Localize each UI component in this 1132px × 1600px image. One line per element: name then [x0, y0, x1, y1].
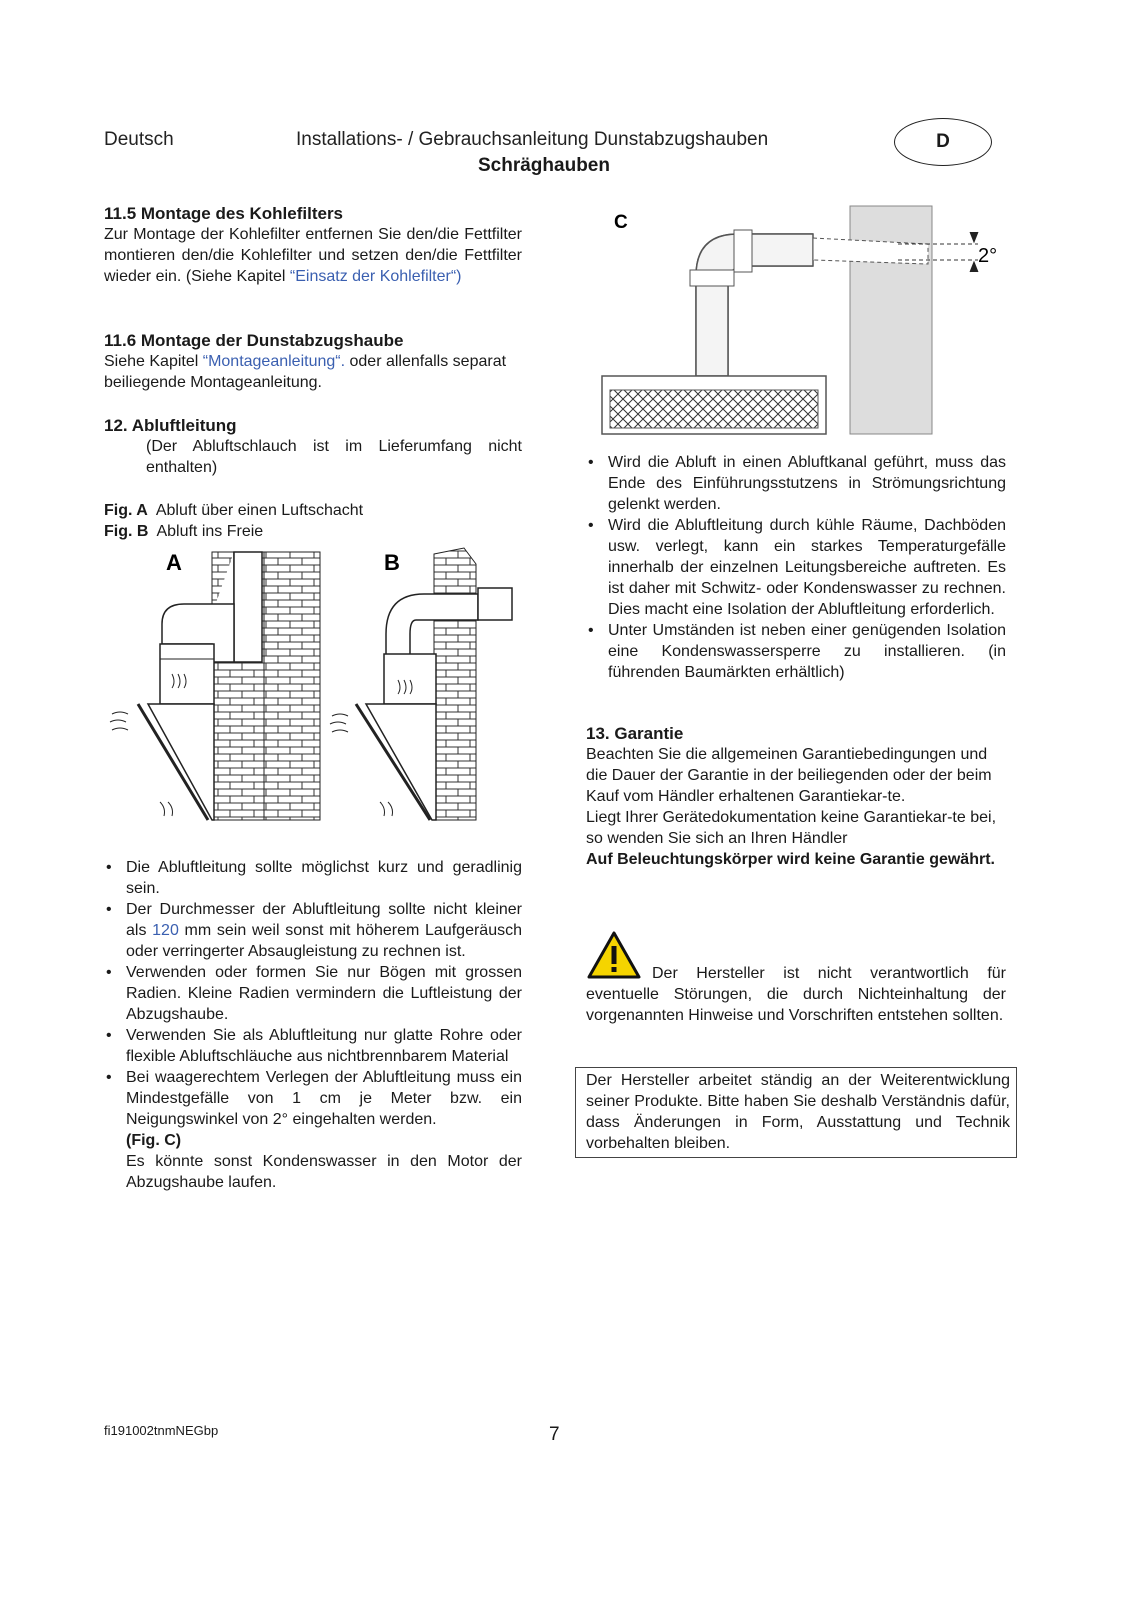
fig-b-hood [366, 704, 436, 820]
notice-box: Der Hersteller arbeitet ständig an der Weiterentwicklung seiner Produkte. Bitte haben Sie deshalb Verständnis dafür, dass Änderungen in Form, Ausstattung und Technik vorbehalten bleiben. [575, 1067, 1017, 1158]
header-language: Deutsch [104, 129, 174, 150]
figure-a-b [104, 544, 534, 834]
bullet-kondenswassersperre: • Unter Umständen ist neben einer genügenden Isolation eine Kondenswassersperre zu installieren. (in führenden Baumärkten erhältlich) [586, 620, 1006, 683]
bullet-gefaelle: • Bei waagerechtem Verlegen der Abluftleitung muss ein Mindestgefälle von 1 cm je Meter bzw. ein Neigungswinkel von 2° eingehalten werden. (Fig. C) Es könnte sonst Kondenswasser in den Motor der Abzugshaube laufen. [104, 1067, 522, 1193]
fig-captions [104, 500, 522, 542]
fig-c-tag: C [614, 212, 628, 233]
document-code: fi191002tnmNEGbp [104, 1423, 219, 1438]
heading-11-5: 11.5 Montage des Kohlefilters [104, 204, 344, 223]
bullet-kurz: • Die Abluftleitung sollte möglichst kurz und geradlinig sein. [104, 857, 522, 899]
section-13 [586, 724, 1006, 870]
text-13-p1: Beachten Sie die allgemeinen Garantiebedingungen und die Dauer der Garantie in der beiliegenden oder der beim Kauf vom Händler erhaltenen Garantiekar-te. [586, 746, 992, 805]
fig-b-tag: B [384, 550, 400, 575]
bullet-kuehle-raeume: • Wird die Abluftleitung durch kühle Räume, Dachböden usw. verlegt, kann ein starkes Temperaturgefälle innerhalb der einzelnen Leitungsbereiche auftreten. Es ist daher mit Schwitz- oder Kondenswasser zu rechnen. Dies macht eine Isolation der Abluftleitung erforderlich. [586, 515, 1006, 620]
text-13-bold: Auf Beleuchtungskörper wird keine Garantie gewährt. [586, 851, 995, 868]
figure-c [598, 204, 1018, 440]
fig-c-duct [696, 234, 813, 376]
header-subtitle: Schräghauben [478, 155, 610, 176]
fig-a-label: Fig. A [104, 502, 148, 519]
fig-b-label: Fig. B [104, 523, 149, 540]
heading-13: 13. Garantie [586, 724, 684, 743]
text-11-5: Zur Montage der Kohlefilter entfernen Sie den/die Fettfilter montieren den/die Kohlefilter und setzen den/die Fettfilter wieder ein. (Siehe Kapitel “Einsatz der Kohlefilter“) [104, 226, 522, 285]
fig-a-tag: A [166, 550, 182, 575]
section-12 [104, 416, 522, 478]
fig-a-hood [148, 704, 214, 820]
section-11-5 [104, 204, 522, 287]
text-13-p2: Liegt Ihrer Gerätedokumentation keine Garantiekar-te bei, so wenden Sie sich an Ihren Händler [586, 809, 997, 847]
right-bullets [586, 452, 1006, 683]
fig-b-text: Abluft ins Freie [156, 523, 264, 540]
fig-a-text: Abluft über einen Luftschacht [155, 502, 364, 519]
section-11-6 [104, 331, 522, 393]
bullet-boegen: • Verwenden oder formen Sie nur Bögen mit grossen Radien. Kleine Radien vermindern die Luftleistung der Abzugshaube. [104, 962, 522, 1025]
fig-c-filter [610, 390, 818, 428]
link-montageanleitung[interactable]: “Montageanleitung“. [202, 353, 346, 370]
bullet-durchmesser: • Der Durchmesser der Abluftleitung sollte nicht kleiner als 120 mm sein weil sonst mit höherem Laufgeräusch oder verringerter Absaugleistung zu rechnen ist. [104, 899, 522, 962]
warning-text: Der Hersteller ist nicht verantwortlich für eventuelle Störungen, die durch Nichteinhaltung der vorgenannten Hinweise und Vorschriften entstehen sollten. [586, 965, 1006, 1024]
bullet-abluftkanal: • Wird die Abluft in einen Abluftkanal geführt, muss das Ende des Einführungsstutzens in Strömungsrichtung gelenkt werden. [586, 452, 1006, 515]
text-11-6: Siehe Kapitel “Montageanleitung“. oder allenfalls separat beiliegende Montageanleitung. [104, 353, 507, 391]
text-12-note: (Der Abluftschlauch ist im Lieferumfang nicht enthalten) [146, 438, 522, 476]
left-bullets [104, 857, 522, 1193]
heading-11-6: 11.6 Montage der Dunstabzugshaube [104, 331, 404, 350]
language-badge: D [894, 118, 992, 166]
link-einsatz-kohlefilter[interactable]: “Einsatz der Kohlefilter“) [289, 268, 462, 285]
fig-c-angle: 2° [978, 245, 998, 267]
heading-12: 12. Abluftleitung [104, 416, 237, 435]
bullet-rohre: • Verwenden Sie als Abluftleitung nur glatte Rohre oder flexible Abluftschläuche aus nichtbrennbarem Material [104, 1025, 522, 1067]
page-number: 7 [549, 1424, 560, 1445]
header-title: Installations- / Gebrauchsanleitung Dunstabzugshauben [296, 129, 769, 150]
